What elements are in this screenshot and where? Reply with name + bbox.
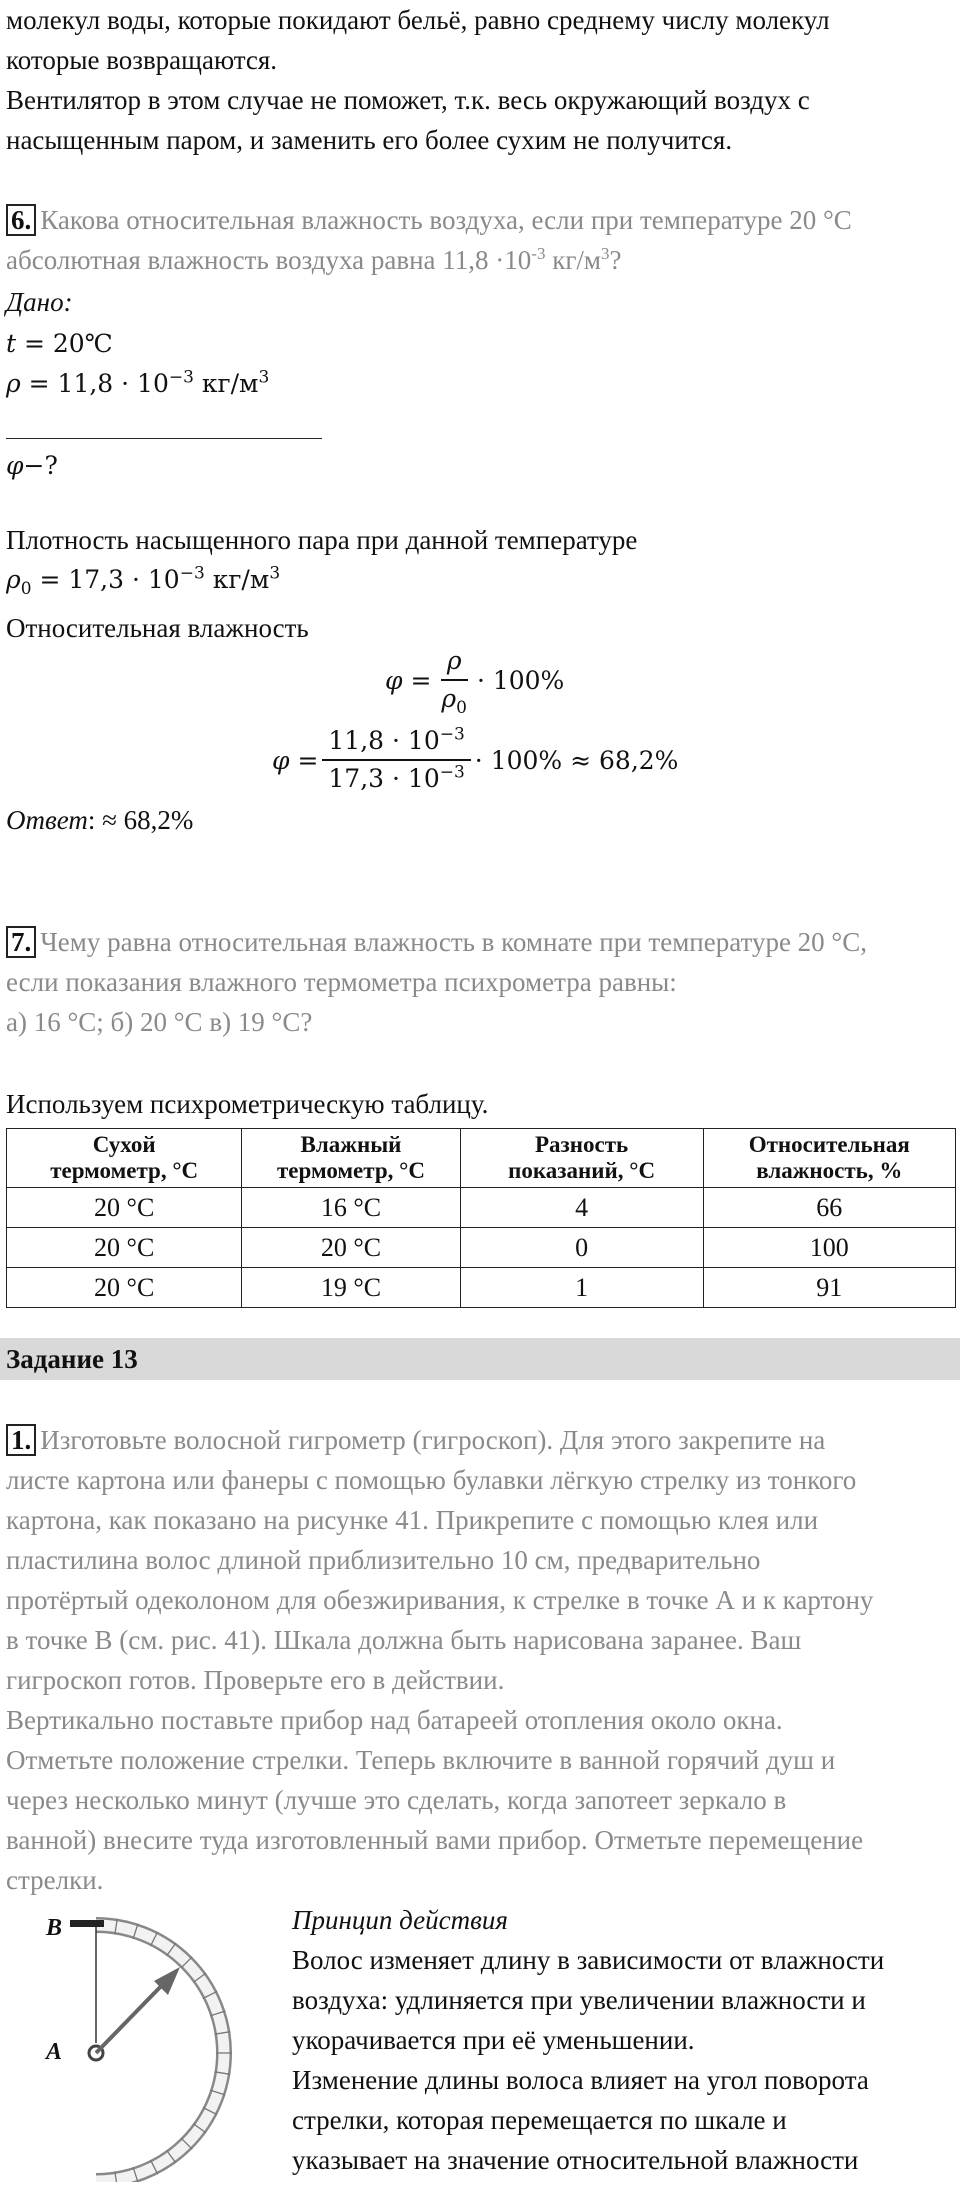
task1-line: картона, как показано на рисунке 41. Прикрепите с помощью клея или	[6, 1505, 819, 1535]
table-header: Сухой термометр, °С	[7, 1129, 242, 1188]
task1-line: стрелки.	[6, 1865, 104, 1895]
section-title: Задание 13	[6, 1344, 138, 1374]
find-value: φ−?	[6, 451, 58, 480]
table-header: Относительная влажность, %	[703, 1129, 955, 1188]
task1-line: в точке В (см. рис. 41). Шкала должна быть нарисована заранее. Ваш	[6, 1625, 802, 1655]
task6-answer: Ответ: ≈ 68,2%	[6, 805, 194, 835]
task1-line: гигроскоп готов. Проверьте его в действии.	[6, 1665, 505, 1695]
table-cell: 1	[460, 1268, 703, 1308]
table-cell: 91	[703, 1268, 955, 1308]
table-cell: 100	[703, 1228, 955, 1268]
given-label: Дано:	[6, 287, 73, 317]
task1-number: 1.	[6, 1424, 36, 1456]
table-header-row	[7, 1129, 956, 1188]
task6-number: 6.	[6, 204, 36, 236]
task1-line: Отметьте положение стрелки. Теперь включите в ванной горячий душ и	[6, 1745, 836, 1775]
task6-question-line1: 6. Какова относительная влажность воздуха, если при температуре 20 °С	[6, 200, 950, 240]
task1-line: протёртый одеколоном для обезжиривания, к стрелке в точке А и к картону	[6, 1585, 874, 1615]
intro-line: молекул воды, которые покидают бельё, равно среднему числу молекул	[6, 5, 830, 35]
principle-title: Принцип действия	[292, 1905, 508, 1935]
table-cell: 19 °С	[242, 1268, 460, 1308]
principle-line: Изменение длины волоса влияет на угол поворота	[292, 2065, 869, 2095]
figure-label-a: A	[46, 2039, 63, 2065]
table-cell: 20 °С	[7, 1228, 242, 1268]
intro-line: которые возвращаются.	[6, 45, 278, 75]
given-density: $\rho = 11,8 \cdot 10^{-3}$ $кг/м^3$	[6, 367, 270, 398]
task7-question-line1: 7. Чему равна относительная влажность в комнате при температуре 20 °С,	[6, 922, 950, 962]
task1-line: листе картона или фанеры с помощью булавки лёгкую стрелку из тонкого	[6, 1465, 857, 1495]
task1-line: через несколько минут (лучше это сделать, когда запотеет зеркало в	[6, 1785, 787, 1815]
table-header: Разность показаний, °С	[460, 1129, 703, 1188]
task7-question-line3: а) 16 °С; б) 20 °С в) 19 °С?	[6, 1007, 313, 1037]
task6-question-line2: абсолютная влажность воздуха равна $11,8 \cdot 10^{-3}$ $кг/м^3$?	[6, 244, 622, 275]
table-cell: 0	[460, 1228, 703, 1268]
table-header: Влажный термометр, °С	[242, 1129, 460, 1188]
task1-line: 1. Изготовьте волосной гигрометр (гигроскоп). Для этого закрепите на	[6, 1420, 950, 1460]
task7-question-line2: если показания влажного термометра психрометра равны:	[6, 967, 677, 997]
table-cell: 66	[703, 1188, 955, 1228]
hygroscope-figure	[30, 1903, 260, 2182]
table-row	[7, 1228, 956, 1268]
figure-label-b: B	[46, 1915, 63, 1941]
section-header	[0, 1338, 960, 1380]
solution-text: Плотность насыщенного пара при данной температуре	[6, 525, 638, 555]
table-cell: 20 °С	[7, 1268, 242, 1308]
task1-line: Вертикально поставьте прибор над батареей отопления около окна.	[6, 1705, 783, 1735]
intro-line: Вентилятор в этом случае не поможет, т.к. весь окружающий воздух с	[6, 85, 810, 115]
table-cell: 20 °С	[7, 1188, 242, 1228]
principle-line: указывает на значение относительной влажности	[292, 2145, 859, 2175]
hygroscope-drawing	[30, 1903, 260, 2182]
task7-number: 7.	[6, 926, 36, 958]
formula-calculation: φ = $\frac{11,8 \cdot 10^{-3}}{17,3 \cdot 10^{-3}}$ · 100% ≈ 68,2%	[272, 724, 679, 793]
table-row	[7, 1188, 956, 1228]
principle-line: воздуха: удлиняется при увеличении влажности и	[292, 1985, 866, 2015]
principle-line: Волос изменяет длину в зависимости от влажности	[292, 1945, 885, 1975]
saturated-density: $\rho_0 = 17,3 \cdot 10^{-3}$ $кг/м^3$	[6, 563, 281, 599]
table-cell: 4	[460, 1188, 703, 1228]
given-temperature: t = 20℃	[6, 329, 113, 358]
table-cell: 20 °С	[242, 1228, 460, 1268]
principle-line: укорачивается при её уменьшении.	[292, 2025, 695, 2055]
formula-definition: φ = $\frac{\rho}{\rho_0}$ · 100%	[385, 640, 564, 720]
intro-line: насыщенным паром, и заменить его более сухим не получится.	[6, 125, 733, 155]
task1-line: ванной) внесите туда изготовленный вами прибор. Отметьте перемещение	[6, 1825, 864, 1855]
given-divider	[6, 438, 322, 439]
task1-line: пластилина волос длиной приблизительно 10 см, предварительно	[6, 1545, 761, 1575]
principle-line: стрелки, которая перемещается по шкале и	[292, 2105, 787, 2135]
solution-text: Относительная влажность	[6, 613, 309, 643]
table-row	[7, 1268, 956, 1308]
psychrometric-table	[6, 1128, 956, 1308]
table-cell: 16 °С	[242, 1188, 460, 1228]
table-lead: Используем психрометрическую таблицу.	[6, 1089, 489, 1119]
